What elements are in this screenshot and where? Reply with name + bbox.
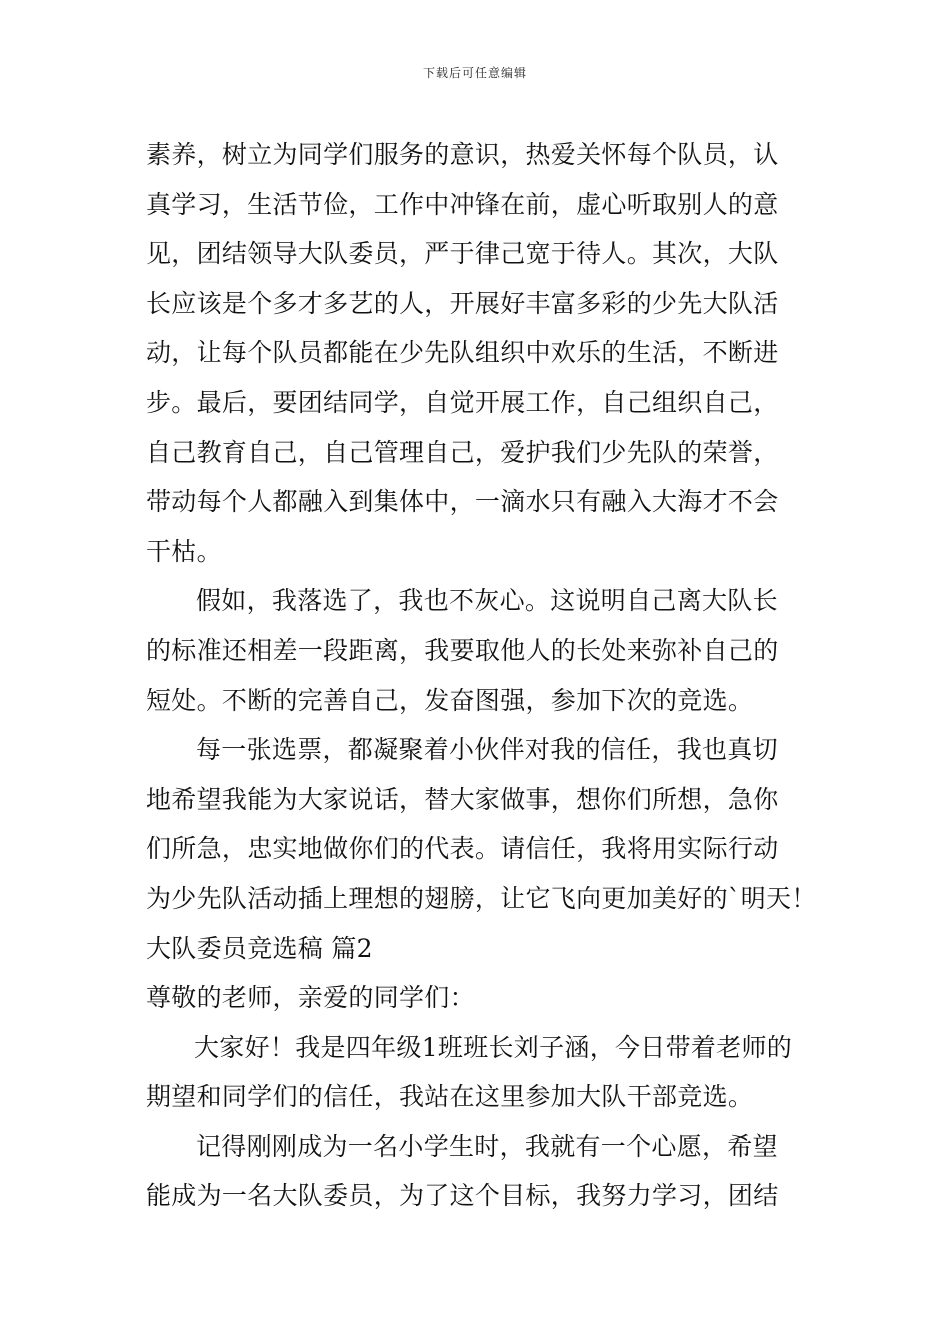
text-line: 为少先队活动插上理想的翅膀，让它飞向更加美好的`明天！ — [146, 883, 817, 913]
text-line: 带动每个人都融入到集体中，一滴水只有融入大海才不会 — [146, 487, 779, 517]
text-line: 短处。不断的完善自己，发奋图强，参加下次的竞选。 — [146, 685, 754, 715]
text-line: 长应该是个多才多艺的人，开展好丰富多彩的少先大队活 — [146, 288, 779, 318]
section-heading: 大队委员竞选稿 篇2 — [146, 933, 373, 963]
page-header: 下载后可任意编辑 — [422, 66, 527, 80]
text-line: 素养，树立为同学们服务的意识，热爱关怀每个队员，认 — [146, 140, 779, 169]
text-line: 地希望我能为大家说话，替大家做事，想你们所想，急你 — [146, 784, 779, 814]
text-line: 的标准还相差一段距离，我要取他人的长处来弥补自己的 — [146, 635, 779, 665]
paragraph-start-line: 每一张选票，都凝聚着小伙伴对我的信任，我也真切 — [196, 735, 778, 765]
text-line: 干枯。 — [146, 536, 222, 566]
text-line: 真学习，生活节俭，工作中冲锋在前，虚心听取别人的意 — [146, 189, 779, 219]
text-line: 动，让每个队员都能在少先队组织中欢乐的生活，不断进 — [146, 338, 779, 368]
text-line: 期望和同学们的信任，我站在这里参加大队干部竞选。 — [146, 1082, 754, 1112]
text-line: 能成为一名大队委员，为了这个目标，我努力学习，团结 — [146, 1181, 779, 1211]
paragraph-start-line: 记得刚刚成为一名小学生时，我就有一个心愿，希望 — [196, 1131, 778, 1161]
text-line: 自己教育自己，自己管理自己，爱护我们少先队的荣誉， — [146, 437, 779, 467]
text-line: 见，团结领导大队委员，严于律己宽于待人。其次，大队 — [146, 239, 779, 269]
paragraph-start-line: 假如，我落选了，我也不灰心。这说明自己离大队长 — [196, 586, 778, 616]
text-line: 们所急，忠实地做你们的代表。请信任，我将用实际行动 — [146, 834, 779, 864]
text-line: 步。最后，要团结同学，自觉开展工作，自己组织自己， — [146, 387, 779, 417]
paragraph-start-line: 大家好！我是四年级1班班长刘子涵，今日带着老师的 — [194, 1032, 793, 1062]
salutation-line: 尊敬的老师，亲爱的同学们： — [146, 983, 475, 1013]
body-text — [146, 130, 817, 1221]
